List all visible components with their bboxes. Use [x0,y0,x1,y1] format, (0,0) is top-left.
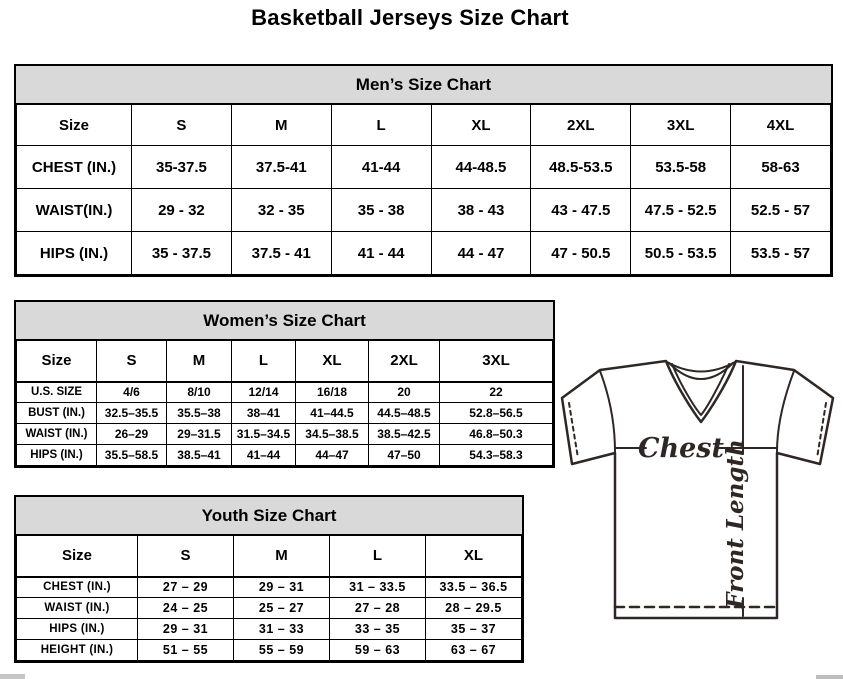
cell: 35.5–58.5 [97,445,167,466]
column-header: S [138,536,234,577]
column-header: M [167,341,232,382]
cell: 38.5–42.5 [369,424,440,445]
cell: 52.5 - 57 [731,189,831,232]
horizontal-scrollbar-right-fragment[interactable] [816,675,843,679]
cell: 25 – 27 [234,598,330,619]
cell: 20 [369,382,440,403]
row-label: HIPS (IN.) [17,619,138,640]
table-row [17,619,522,640]
cell: 28 – 29.5 [426,598,522,619]
cell: 27 – 29 [138,577,234,598]
table-row [17,640,522,661]
youth-chart-title: Youth Size Chart [16,497,522,535]
column-header: L [232,341,296,382]
armhole-seam-right [777,371,794,452]
cell: 44–47 [296,445,369,466]
sleeve-stitch-right [817,403,826,458]
cell: 41 - 44 [331,232,431,275]
column-header: L [330,536,426,577]
row-label: CHEST (IN.) [17,146,132,189]
horizontal-scrollbar-left-fragment[interactable] [0,674,25,679]
womens-header-row [17,341,553,382]
column-header: XL [296,341,369,382]
cell: 16/18 [296,382,369,403]
cell: 27 – 28 [330,598,426,619]
cell: 59 – 63 [330,640,426,661]
cell: 38–41 [232,403,296,424]
column-header: 2XL [369,341,440,382]
cell: 44-48.5 [431,146,531,189]
cell: 44.5–48.5 [369,403,440,424]
row-label: U.S. SIZE [17,382,97,403]
cell: 44 - 47 [431,232,531,275]
cell: 31.5–34.5 [232,424,296,445]
cell: 50.5 - 53.5 [631,232,731,275]
cell: 35 - 37.5 [132,232,232,275]
jersey-outline [562,361,833,618]
cell: 48.5-53.5 [531,146,631,189]
cell: 29 – 31 [138,619,234,640]
cell: 54.3–58.3 [440,445,553,466]
column-header: Size [17,536,138,577]
cell: 35.5–38 [167,403,232,424]
cell: 52.8–56.5 [440,403,553,424]
cell: 32 - 35 [231,189,331,232]
cell: 8/10 [167,382,232,403]
cell: 43 - 47.5 [531,189,631,232]
column-header: XL [431,105,531,146]
row-label: BUST (IN.) [17,403,97,424]
cell: 22 [440,382,553,403]
column-header: M [234,536,330,577]
row-label: CHEST (IN.) [17,577,138,598]
cell: 38 - 43 [431,189,531,232]
row-label: WAIST (IN.) [17,424,97,445]
womens-table [16,340,553,466]
cell: 41–44.5 [296,403,369,424]
cell: 12/14 [232,382,296,403]
row-label: WAIST(IN.) [17,189,132,232]
table-row [17,403,553,424]
armhole-seam-left [600,371,615,452]
cell: 29–31.5 [167,424,232,445]
cell: 46.8–50.3 [440,424,553,445]
front-length-label: Front Length [722,439,749,609]
table-row [17,232,831,275]
table-row [17,598,522,619]
youth-size-chart [14,495,524,663]
row-label: HIPS (IN.) [17,445,97,466]
row-label: HIPS (IN.) [17,232,132,275]
cell: 29 – 31 [234,577,330,598]
cell: 47.5 - 52.5 [631,189,731,232]
mens-table [16,104,831,275]
cell: 41–44 [232,445,296,466]
cell: 26–29 [97,424,167,445]
cell: 33 – 35 [330,619,426,640]
column-header: 3XL [440,341,553,382]
youth-header-row [17,536,522,577]
mens-chart-title: Men’s Size Chart [16,66,831,104]
cell: 4/6 [97,382,167,403]
cell: 53.5 - 57 [731,232,831,275]
table-row [17,146,831,189]
cell: 35 - 38 [331,189,431,232]
cell: 53.5-58 [631,146,731,189]
womens-size-chart [14,300,555,468]
cell: 37.5 - 41 [231,232,331,275]
cell: 31 – 33.5 [330,577,426,598]
column-header: 3XL [631,105,731,146]
cell: 32.5–35.5 [97,403,167,424]
cell: 24 – 25 [138,598,234,619]
cell: 55 – 59 [234,640,330,661]
table-row [17,189,831,232]
jersey-measurement-diagram [556,358,840,628]
womens-chart-title: Women’s Size Chart [16,302,553,340]
cell: 33.5 – 36.5 [426,577,522,598]
cell: 38.5–41 [167,445,232,466]
cell: 63 – 67 [426,640,522,661]
column-header: S [97,341,167,382]
column-header: XL [426,536,522,577]
table-row [17,577,522,598]
table-row [17,445,553,466]
cell: 35 – 37 [426,619,522,640]
cell: 31 – 33 [234,619,330,640]
column-header: Size [17,341,97,382]
table-row [17,382,553,403]
table-row [17,424,553,445]
cell: 34.5–38.5 [296,424,369,445]
cell: 47 - 50.5 [531,232,631,275]
column-header: S [132,105,232,146]
page-title: Basketball Jerseys Size Chart [251,5,569,30]
cell: 51 – 55 [138,640,234,661]
cell: 47–50 [369,445,440,466]
row-label: WAIST (IN.) [17,598,138,619]
column-header: L [331,105,431,146]
youth-table [16,535,522,661]
row-label: HEIGHT (IN.) [17,640,138,661]
cell: 41-44 [331,146,431,189]
chest-label: Chest [638,433,724,464]
mens-header-row [17,105,831,146]
column-header: 2XL [531,105,631,146]
cell: 37.5-41 [231,146,331,189]
column-header: M [231,105,331,146]
mens-size-chart [14,64,833,277]
cell: 29 - 32 [132,189,232,232]
column-header: Size [17,105,132,146]
jersey-diagram-svg [556,358,840,628]
cell: 58-63 [731,146,831,189]
cell: 35-37.5 [132,146,232,189]
column-header: 4XL [731,105,831,146]
